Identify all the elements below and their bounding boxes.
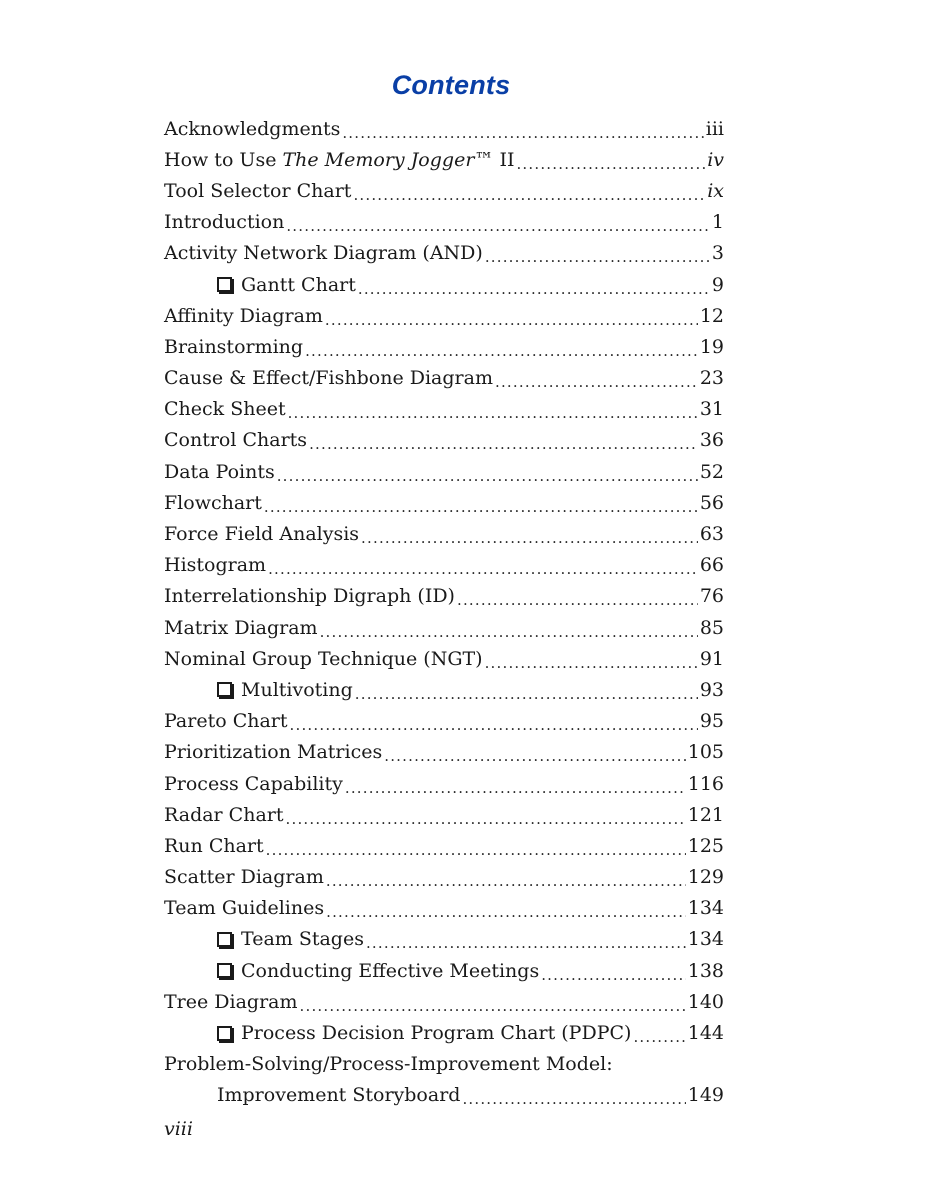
toc-entry-label: Tool Selector Chart bbox=[164, 179, 352, 202]
toc-entry-label: Data Points bbox=[164, 460, 275, 483]
dot-leader bbox=[290, 716, 698, 734]
toc-entry bbox=[164, 1049, 724, 1080]
toc-entry-label-title: The Memory Jogger bbox=[282, 148, 475, 171]
toc-entry-page: 125 bbox=[687, 834, 724, 857]
toc-entry-page: 140 bbox=[687, 990, 724, 1013]
toc-entry-page: iii bbox=[705, 117, 724, 140]
toc-entry bbox=[164, 144, 724, 175]
toc-entry-label: Matrix Diagram bbox=[164, 616, 318, 639]
page-title: Contents bbox=[391, 70, 511, 100]
dot-leader bbox=[286, 810, 686, 828]
dot-leader bbox=[326, 903, 686, 921]
dot-leader bbox=[485, 654, 698, 672]
dot-leader bbox=[266, 841, 686, 859]
toc-entry-label: Radar Chart bbox=[164, 803, 284, 826]
toc-entry-page: 95 bbox=[699, 710, 724, 733]
dot-leader bbox=[358, 280, 710, 298]
dot-leader bbox=[457, 591, 698, 609]
toc-entry-page: 85 bbox=[699, 616, 724, 639]
toc-entry bbox=[164, 363, 724, 394]
toc-entry-label: Process Capability bbox=[164, 772, 343, 795]
toc-entry bbox=[164, 425, 724, 456]
toc-entry-label: Histogram bbox=[164, 554, 267, 577]
dot-leader bbox=[516, 155, 705, 173]
toc-entry-page: 105 bbox=[687, 741, 724, 764]
toc-entry-label: Brainstorming bbox=[164, 335, 304, 358]
checkbox-icon bbox=[217, 1026, 232, 1041]
checkbox-icon bbox=[217, 932, 232, 947]
toc-entry-label: Gantt Chart bbox=[241, 273, 356, 296]
dot-leader bbox=[325, 311, 698, 329]
toc-entry bbox=[164, 612, 724, 643]
dot-leader bbox=[320, 623, 698, 641]
dot-leader bbox=[541, 966, 686, 984]
toc-entry-label: Nominal Group Technique (NGT) bbox=[164, 647, 483, 670]
toc-entry-page: iv bbox=[707, 148, 724, 171]
toc-entry bbox=[164, 518, 724, 549]
toc-entry bbox=[164, 986, 724, 1017]
toc-entry-label: Team Guidelines bbox=[164, 897, 325, 920]
toc-entry bbox=[164, 207, 724, 238]
toc-entry-label: Force Field Analysis bbox=[164, 523, 360, 546]
toc-entry bbox=[164, 300, 724, 331]
toc-entry bbox=[164, 768, 724, 799]
toc-entry-label: Multivoting bbox=[241, 678, 353, 701]
toc-entry-label: Run Chart bbox=[164, 834, 264, 857]
dot-leader bbox=[277, 467, 698, 485]
toc-entry-label: Pareto Chart bbox=[164, 710, 288, 733]
toc-entry-label: Cause & Effect/Fishbone Diagram bbox=[164, 367, 493, 390]
toc-entry-label: Conducting Effective Meetings bbox=[241, 959, 540, 982]
toc-entry-label: Check Sheet bbox=[164, 398, 286, 421]
toc-entry-page: 138 bbox=[687, 959, 724, 982]
checkbox-icon bbox=[217, 682, 232, 697]
toc-entry bbox=[164, 1017, 724, 1048]
dot-leader bbox=[361, 529, 698, 547]
toc-entry-page: 116 bbox=[687, 772, 724, 795]
toc-entry-page: 56 bbox=[699, 491, 724, 514]
dot-leader bbox=[384, 747, 686, 765]
toc-entry-page: 31 bbox=[699, 398, 724, 421]
toc-entry-label: Scatter Diagram bbox=[164, 866, 324, 889]
toc-entry-page: 36 bbox=[699, 429, 724, 452]
dot-leader bbox=[264, 498, 698, 516]
toc-entry-label: Team Stages bbox=[241, 928, 364, 951]
toc-entry bbox=[164, 924, 724, 955]
dot-leader bbox=[355, 685, 698, 703]
checkbox-icon bbox=[217, 277, 232, 292]
toc-entry bbox=[164, 955, 724, 986]
toc-entry-page: 23 bbox=[699, 367, 724, 390]
toc-entry bbox=[164, 830, 724, 861]
dot-leader bbox=[309, 435, 698, 453]
toc-entry bbox=[164, 238, 724, 269]
table-of-contents bbox=[164, 113, 724, 1111]
toc-entry bbox=[164, 175, 724, 206]
toc-entry-page: 91 bbox=[699, 647, 724, 670]
toc-entry bbox=[164, 706, 724, 737]
toc-entry-label: Activity Network Diagram (AND) bbox=[164, 242, 483, 265]
toc-entry-label: Process Decision Program Chart (PDPC) bbox=[241, 1022, 632, 1045]
toc-entry-label bbox=[164, 149, 514, 171]
toc-entry bbox=[164, 487, 724, 518]
dot-leader bbox=[485, 248, 710, 266]
toc-entry-page: 66 bbox=[699, 554, 724, 577]
toc-entry bbox=[164, 456, 724, 487]
dot-leader bbox=[268, 560, 698, 578]
toc-entry bbox=[164, 394, 724, 425]
dot-leader bbox=[305, 342, 698, 360]
toc-entry bbox=[164, 550, 724, 581]
dot-leader bbox=[366, 934, 686, 952]
toc-entry-page: 149 bbox=[687, 1084, 724, 1107]
toc-entry-label: Interrelationship Digraph (ID) bbox=[164, 585, 455, 608]
toc-entry-page: 63 bbox=[699, 523, 724, 546]
toc-entry bbox=[164, 799, 724, 830]
page-number: viii bbox=[164, 1118, 193, 1140]
toc-entry bbox=[164, 737, 724, 768]
toc-entry-label-pre: How to Use bbox=[164, 148, 283, 171]
toc-entry-page: 12 bbox=[699, 304, 724, 327]
dot-leader bbox=[462, 1090, 685, 1108]
toc-entry-page: 9 bbox=[711, 273, 724, 296]
toc-entry bbox=[164, 1080, 724, 1111]
toc-entry-page: 3 bbox=[711, 242, 724, 265]
toc-entry-page: 129 bbox=[687, 866, 724, 889]
toc-entry-label-post: ™ II bbox=[474, 148, 515, 171]
toc-entry-page: 93 bbox=[699, 678, 724, 701]
toc-entry-page: 19 bbox=[699, 335, 724, 358]
toc-entry-page: 52 bbox=[699, 460, 724, 483]
toc-entry bbox=[164, 269, 724, 300]
toc-entry-page: 134 bbox=[687, 897, 724, 920]
dot-leader bbox=[300, 997, 686, 1015]
toc-entry-label: Problem-Solving/Process-Improvement Model: bbox=[164, 1053, 613, 1076]
toc-entry-label: Tree Diagram bbox=[164, 990, 298, 1013]
toc-entry-label: Affinity Diagram bbox=[164, 304, 323, 327]
toc-entry bbox=[164, 893, 724, 924]
dot-leader bbox=[495, 373, 698, 391]
toc-entry-label: Introduction bbox=[164, 211, 285, 234]
dot-leader bbox=[286, 217, 710, 235]
checkbox-icon bbox=[217, 963, 232, 978]
dot-leader bbox=[633, 1028, 685, 1046]
toc-entry-label: Prioritization Matrices bbox=[164, 741, 383, 764]
dot-leader bbox=[288, 404, 698, 422]
toc-entry bbox=[164, 862, 724, 893]
toc-entry bbox=[164, 674, 724, 705]
dot-leader bbox=[353, 186, 705, 204]
toc-entry-label: Improvement Storyboard bbox=[217, 1084, 461, 1107]
toc-entry bbox=[164, 643, 724, 674]
dot-leader bbox=[342, 124, 703, 142]
toc-entry-page: 134 bbox=[687, 928, 724, 951]
toc-entry bbox=[164, 331, 724, 362]
dot-leader bbox=[326, 872, 686, 890]
toc-entry-page: 144 bbox=[687, 1022, 724, 1045]
toc-entry-label: Control Charts bbox=[164, 429, 308, 452]
toc-entry-page: ix bbox=[707, 179, 724, 202]
toc-entry-page: 121 bbox=[687, 803, 724, 826]
toc-entry bbox=[164, 113, 724, 144]
toc-entry-page: 1 bbox=[711, 211, 724, 234]
toc-entry-label: Acknowledgments bbox=[164, 117, 341, 140]
toc-entry-page: 76 bbox=[699, 585, 724, 608]
toc-entry bbox=[164, 581, 724, 612]
dot-leader bbox=[345, 779, 686, 797]
toc-entry-label: Flowchart bbox=[164, 491, 262, 514]
